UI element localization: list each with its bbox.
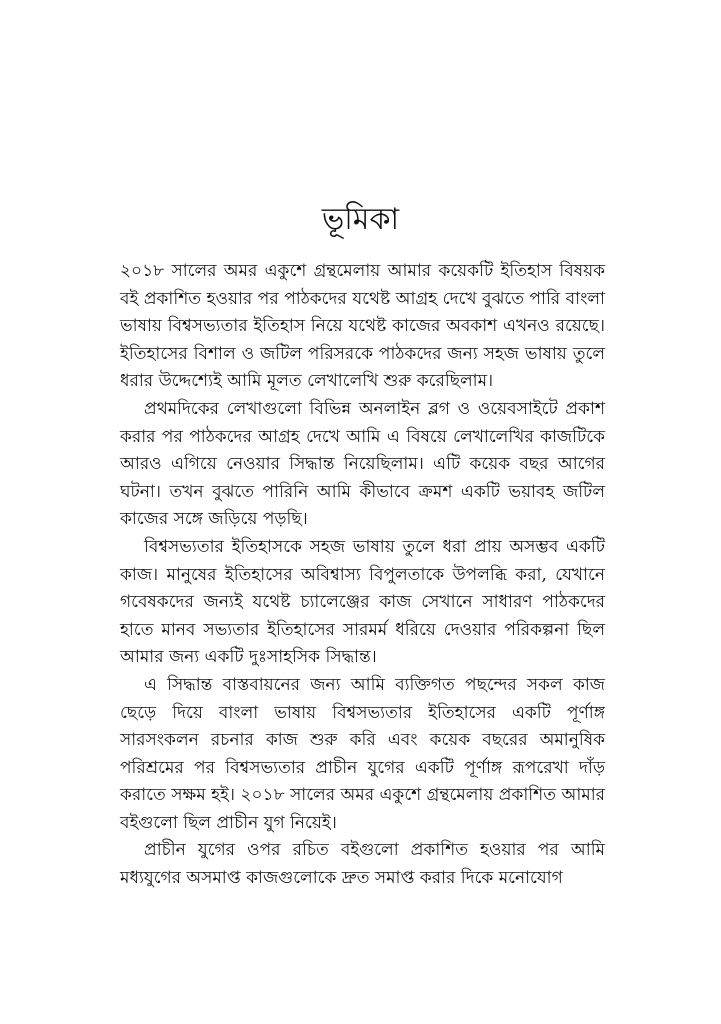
page-title: ভূমিকা xyxy=(321,202,400,237)
paragraph-5: প্রাচীন যুগের ওপর রচিত বইগুলো প্রকাশিত হওয়ার পর আমি মধ্যযুগের অসমাপ্ত কাজগুলোকে দ্রুত সমাপ্ত করার দিকে মনোযোগ xyxy=(120,840,605,889)
paragraph-2: প্রথমদিকের লেখাগুলো বিভিন্ন অনলাইন ব্লগ ও ওয়েবসাইটে প্রকাশ করার পর পাঠকদের আগ্রহ দেখে আমি এ বিষয়ে লেখালেখির কাজটিকে আরও এগিয়ে নেওয়ার সিদ্ধান্ত নিয়েছিলাম। এটি কয়েক বছর আগের ঘটনা। তখন বুঝতে পারিনি আমি কীভাবে ক্রমশ একটি ভয়াবহ জটিল কাজের সঙ্গে জড়িয়ে পড়ছি। xyxy=(120,398,605,530)
body-text xyxy=(120,258,605,893)
paragraph-3: বিশ্বসভ্যতার ইতিহাসকে সহজ ভাষায় তুলে ধরা প্রায় অসম্ভব একটি কাজ। মানুষের ইতিহাসের অবিশ্বাস্য বিপুলতাকে উপলব্ধি করা, যেখানে গবেষকদের জন্যই যথেষ্ট চ্যালেঞ্জের কাজ সেখানে সাধারণ পাঠকদের হাতে মানব সভ্যতার ইতিহাসের সারমর্ম ধরিয়ে দেওয়ার পরিকল্পনা ছিল আমার জন্য একটি দুঃসাহসিক সিদ্ধান্ত। xyxy=(120,536,605,668)
paragraph-4: এ সিদ্ধান্ত বাস্তবায়নের জন্য আমি ব্যক্তিগত পছন্দের সকল কাজ ছেড়ে দিয়ে বাংলা ভাষায় বিশ্বসভ্যতার ইতিহাসের একটি পূর্ণাঙ্গ সারসংকলন রচনার কাজ শুরু করি এবং কয়েক বছরের অমানুষিক পরিশ্রমের পর বিশ্বসভ্যতার প্রাচীন যুগের একটি পূর্ণাঙ্গ রূপরেখা দাঁড় করাতে সক্ষম হই। ২০১৮ সালের অমর একুশে গ্রন্থমেলায় প্রকাশিত আমার বইগুলো ছিল প্রাচীন যুগ নিয়েই। xyxy=(120,674,605,833)
paragraph-1: ২০১৮ সালের অমর একুশে গ্রন্থমেলায় আমার কয়েকটি ইতিহাস বিষয়ক বই প্রকাশিত হওয়ার পর পাঠকদের যথেষ্ট আগ্রহ দেখে বুঝতে পারি বাংলা ভাষায় বিশ্বসভ্যতার ইতিহাস নিয়ে যথেষ্ট কাজের অবকাশ এখনও রয়েছে। ইতিহাসের বিশাল ও জটিল পরিসরকে পাঠকদের জন্য সহজ ভাষায় তুলে ধরার উদ্দেশ্যেই আমি মূলত লেখালেখি শুরু করেছিলাম। xyxy=(120,261,605,392)
